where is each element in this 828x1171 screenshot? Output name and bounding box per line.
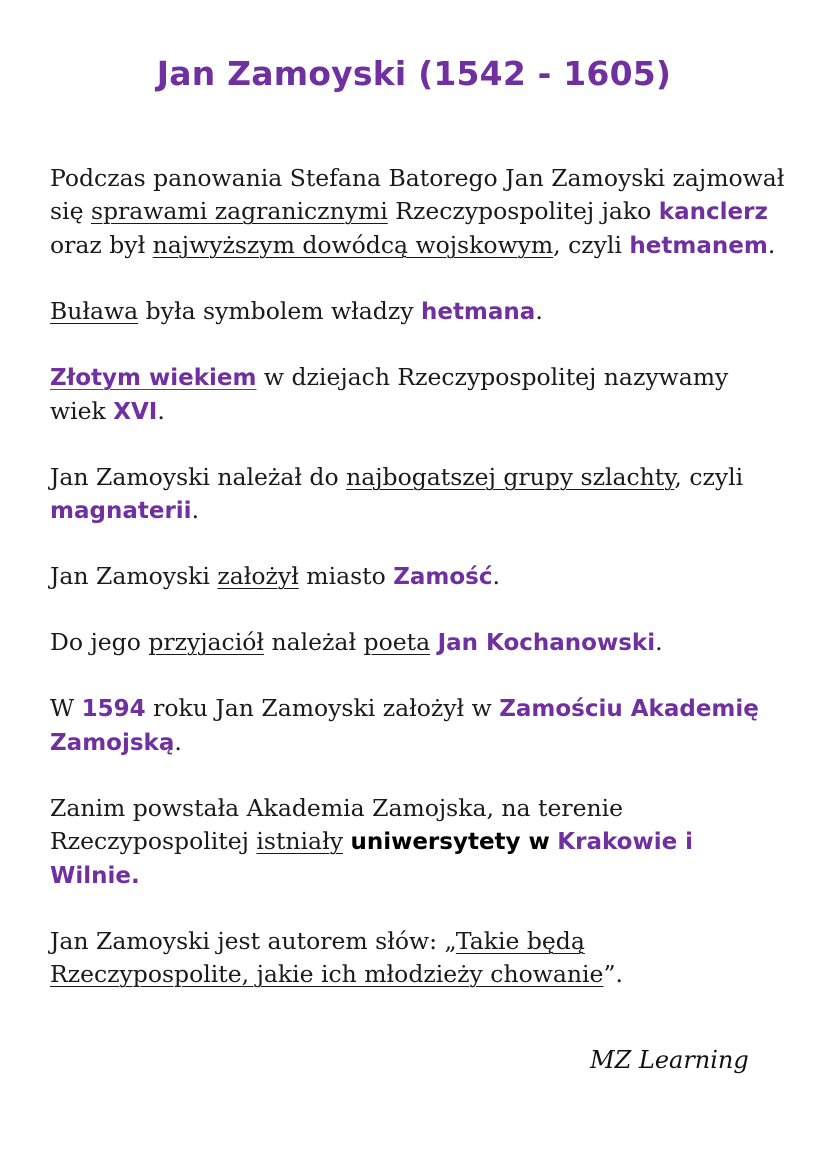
text: .	[655, 628, 663, 656]
highlighted-term: 1594	[81, 696, 146, 722]
text: roku Jan Zamoyski założył w	[145, 694, 500, 722]
paragraph-academy	[50, 692, 785, 760]
signature-text: MZ Learning	[590, 1046, 749, 1074]
paragraph-universities	[50, 792, 785, 893]
text: była symbolem władzy	[138, 297, 421, 325]
page-title: Jan Zamoyski (1542 - 1605)	[156, 54, 672, 93]
highlighted-term: Zamościu Akademię Zamojską	[50, 696, 759, 756]
paragraph-magnates	[50, 461, 785, 528]
underlined-term: poeta	[363, 628, 431, 656]
highlighted-term: hetmanem	[629, 233, 768, 259]
highlighted-term: Jan Kochanowski	[437, 630, 656, 656]
text: Podczas panowania Stefana Batorego Jan Zamoyski zajmował się	[50, 164, 785, 225]
text: należał	[264, 628, 364, 656]
text: .	[157, 397, 165, 425]
signature-logo	[588, 1040, 758, 1085]
text: w dziejach Rzeczypospolitej nazywamy wiek	[50, 363, 729, 425]
underlined-term: Buława	[50, 297, 139, 325]
paragraph-chancellor	[50, 162, 785, 263]
highlighted-term: kanclerz	[658, 199, 768, 225]
text	[430, 628, 437, 656]
paragraph-zamosc	[50, 560, 785, 594]
highlighted-underlined-term: Złotym wiekiem	[50, 365, 257, 391]
highlighted-term: magnaterii	[50, 498, 192, 524]
highlighted-term: hetmana	[420, 299, 536, 325]
paragraph-friends	[50, 626, 785, 660]
text: .	[174, 728, 182, 756]
text: .	[492, 562, 500, 590]
text: oraz był	[50, 231, 153, 259]
text: .	[535, 297, 543, 325]
underlined-term: sprawami zagranicznymi	[90, 197, 388, 225]
signature-graphic	[588, 1040, 758, 1085]
bold-term: uniwersytety w	[350, 829, 550, 855]
text: Rzeczypospolitej jako	[387, 197, 659, 225]
text: miasto	[298, 562, 394, 590]
worksheet-body	[50, 162, 785, 1023]
underlined-term: założył	[217, 562, 299, 590]
text: Zanim powstała Akademia Zamojska, na terenie Rzeczypospolitej	[50, 794, 624, 855]
underlined-term: przyjaciół	[148, 628, 265, 656]
highlighted-term: Krakowie i Wilnie.	[50, 829, 694, 889]
underlined-term: najwyższym dowódcą wojskowym	[152, 231, 554, 259]
highlighted-term: XVI	[113, 399, 158, 425]
text: Do jego	[50, 628, 149, 656]
text: ”.	[603, 960, 623, 988]
text: , czyli	[553, 231, 630, 259]
paragraph-mace	[50, 295, 785, 329]
text: Jan Zamoyski	[50, 562, 218, 590]
text: Jan Zamoyski należał do	[50, 463, 347, 491]
underlined-quote: Takie będą Rzeczypospolite, jakie ich młodzieży chowanie	[50, 927, 604, 988]
underlined-term: najbogatszej grupy szlachty	[346, 463, 675, 491]
paragraph-golden-age	[50, 361, 785, 429]
highlighted-term: Zamość	[393, 564, 493, 590]
underlined-term: istniały	[256, 827, 343, 855]
paragraph-quote	[50, 925, 785, 991]
text: .	[767, 231, 776, 259]
text: , czyli	[674, 463, 744, 491]
text: .	[191, 496, 200, 524]
text: Jan Zamoyski jest autorem słów: „	[50, 927, 456, 955]
text: W	[50, 694, 82, 722]
